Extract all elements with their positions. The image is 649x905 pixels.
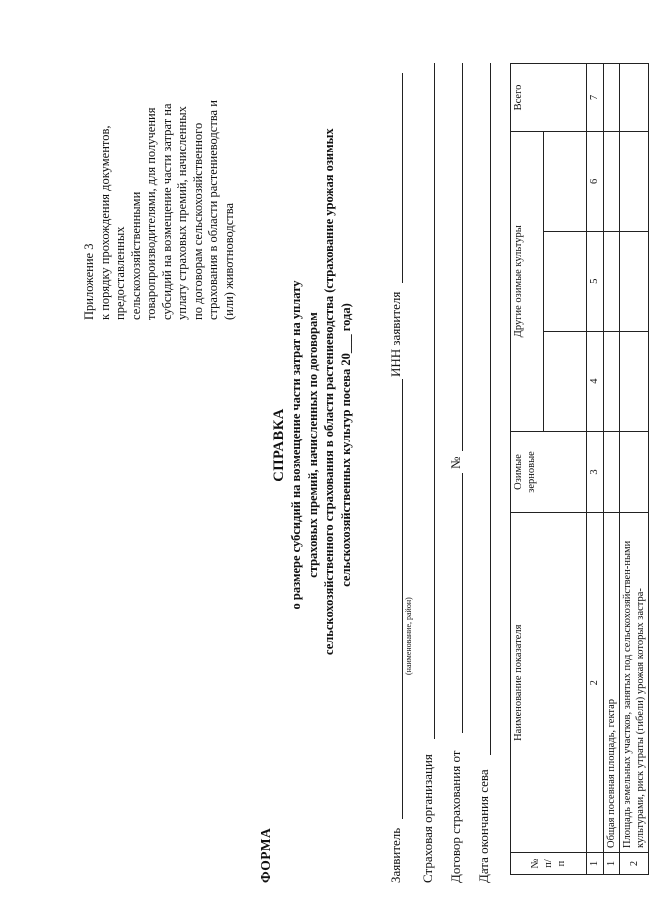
applicant-label: Заявитель (388, 827, 403, 883)
row-number: 2 (620, 853, 649, 875)
title-line: сельскохозяйственных культур посева 20___ года) (338, 303, 353, 587)
document-title (270, 128, 354, 655)
column-number: 3 (587, 431, 604, 513)
appendix-line: субсидий на возмещение части затрат на (159, 103, 174, 320)
column-number: 2 (587, 513, 604, 853)
title-line: сельскохозяйственного страхования в области растениеводства (страхование урожая озимых (322, 128, 336, 655)
indicators-table (510, 63, 649, 875)
contract-label: Договор страхования от (448, 750, 463, 883)
appendix-line: товаропроизводителями, для получения (144, 107, 158, 320)
column-number: 4 (587, 331, 604, 431)
appendix-line: к порядку прохождения документов, (97, 125, 112, 320)
value-cell[interactable] (620, 131, 649, 231)
value-cell[interactable] (620, 431, 649, 513)
inn-label: ИНН заявителя (388, 291, 403, 377)
row-name: Общая посевная площадь, гектар (604, 513, 620, 853)
column-number: 6 (587, 131, 604, 231)
header-total: Всего (511, 64, 587, 132)
insurer-label: Страховая организация (420, 754, 435, 883)
header-indicator: Наименование показателя (511, 513, 587, 853)
header-num: № п/п (511, 853, 587, 875)
table-row (604, 64, 620, 875)
contract-date-underline[interactable] (462, 473, 463, 733)
title-line: о размере субсидий на возмещение части затрат на уплату (289, 280, 303, 610)
column-number: 1 (587, 853, 604, 875)
row-number: 1 (604, 853, 620, 875)
insurer-underline[interactable] (434, 63, 435, 739)
title-main: СПРАВКА (271, 408, 287, 482)
sowing-end-label: Дата окончания сева (476, 769, 491, 883)
appendix-line: (или) животноводства (221, 202, 236, 320)
header-other-winter: Другие озимые культуры (511, 131, 544, 431)
appendix-line: по договорам сельскохозяйственного (190, 122, 205, 320)
subheader-cell (544, 231, 587, 331)
form-label: ФОРМА (258, 827, 273, 883)
header-winter-grain: Озимые зерновые (511, 431, 587, 513)
value-cell[interactable] (604, 131, 620, 231)
contract-number-sign: № (448, 456, 463, 469)
column-numbers-row (587, 64, 604, 875)
title-line: страховых премий, начисленных по договорам (305, 312, 320, 578)
sowing-end-underline[interactable] (490, 63, 491, 755)
inn-underline[interactable] (402, 73, 403, 283)
value-cell[interactable] (604, 431, 620, 513)
column-number: 7 (587, 64, 604, 132)
applicant-hint: (наименование, район) (404, 597, 413, 675)
subheader-cell (544, 331, 587, 431)
value-cell[interactable] (620, 331, 649, 431)
value-cell[interactable] (620, 231, 649, 331)
appendix-line: предоставленных (113, 226, 127, 320)
column-number: 5 (587, 231, 604, 331)
table-row (620, 64, 649, 875)
subheader-cell (544, 131, 587, 231)
appendix-note (82, 20, 237, 320)
appendix-line: Приложение 3 (82, 243, 96, 320)
value-cell[interactable] (604, 331, 620, 431)
contract-number-underline[interactable] (462, 63, 463, 451)
value-cell[interactable] (604, 231, 620, 331)
appendix-line: уплату страховых премий, начисленных (175, 106, 189, 320)
value-cell[interactable] (620, 64, 649, 132)
value-cell[interactable] (604, 64, 620, 132)
appendix-line: сельскохозяйственными (128, 191, 143, 320)
table-header-row (511, 64, 544, 875)
row-name: Площадь земельных участков, занятых под сельскохозяйствен-ными культурами, риск утраты (гибели) урожая которых застра- (620, 513, 649, 853)
applicant-underline[interactable] (402, 379, 403, 819)
appendix-line: страхования в области растениеводства и (206, 100, 220, 320)
